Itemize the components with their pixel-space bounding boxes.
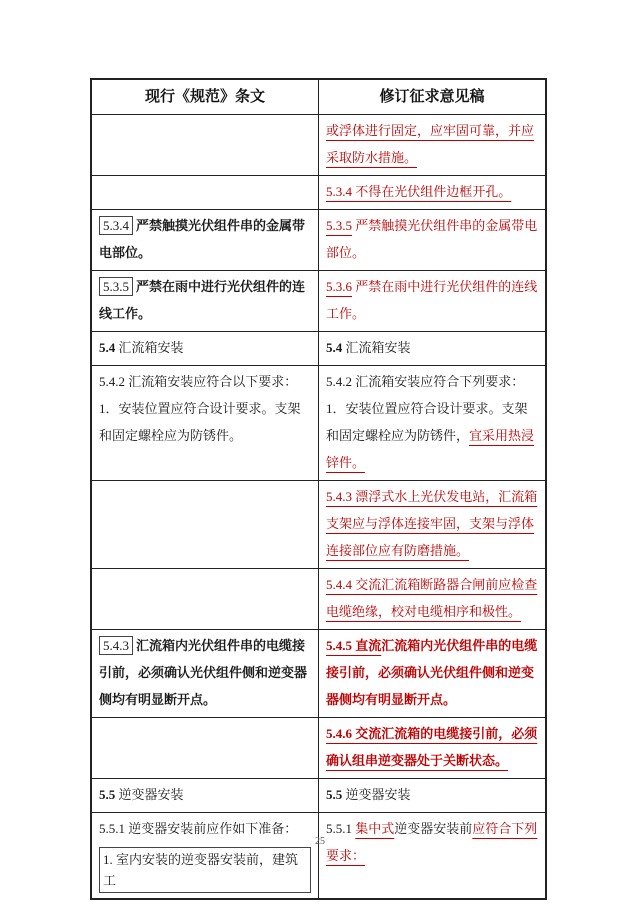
- cell-line: [326, 273, 538, 327]
- text-segment-p: 1．安装位置应符合设计要求。支架和固定螺栓应为防锈件，: [326, 401, 528, 443]
- text-segment-box: 5.4.3: [99, 636, 133, 655]
- cell-line: [99, 632, 311, 713]
- text-segment-b: 汇流箱内光伏组件串的电缆接引前，必须确认光伏组件侧和逆变器侧均有明显断开点。: [99, 638, 308, 707]
- text-segment-box: 5.3.4: [99, 216, 133, 235]
- cell-left: [91, 176, 319, 210]
- header-row: [91, 79, 546, 115]
- cell-right: [319, 115, 547, 176]
- cell-left: [91, 481, 319, 569]
- cell-left: [91, 569, 319, 630]
- text-segment-r: 严禁触摸光伏组件串的金属带电部位。: [326, 218, 538, 260]
- cell-right: [319, 210, 547, 271]
- cell-left: [91, 115, 319, 176]
- cell-line: [326, 483, 538, 564]
- table-row: [91, 569, 546, 630]
- cell-right: [319, 779, 547, 813]
- cell-line: [326, 395, 538, 476]
- text-segment-p: 汇流箱安装: [118, 340, 184, 355]
- cell-line: [326, 720, 538, 774]
- cell-line: [99, 781, 311, 808]
- cell-line: [326, 178, 538, 205]
- cell-line: [326, 368, 538, 395]
- cell-line: [99, 212, 311, 266]
- text-segment-p: 5.4.2 汇流箱安装应符合下列要求：: [326, 374, 525, 389]
- table-row: [91, 630, 546, 718]
- table-row: [91, 366, 546, 481]
- cell-right: [319, 176, 547, 210]
- table-row: [91, 115, 546, 176]
- cell-right: [319, 569, 547, 630]
- text-segment-b: 严禁在雨中进行光伏组件的连线工作。: [99, 279, 306, 321]
- text-segment-ub: 5.4.6 交流汇流箱的电缆接引前，必须确认组串逆变器处于关断状态。: [326, 726, 538, 768]
- table-row: [91, 813, 546, 900]
- text-segment-u: 5.3.5: [326, 218, 352, 233]
- text-segment-n: 5.5: [99, 787, 119, 802]
- text-segment-p: 逆变器安装: [118, 787, 184, 802]
- cell-line: [326, 334, 538, 361]
- cell-left: [91, 332, 319, 366]
- text-segment-u: 集中式: [355, 821, 395, 836]
- cell-line: [99, 273, 311, 327]
- header-cell-revised-draft: 修订征求意见稿: [319, 79, 547, 115]
- cell-left: [91, 271, 319, 332]
- text-segment-p: 逆变器安装: [345, 787, 411, 802]
- text-segment-p: 汇流箱安装: [345, 340, 411, 355]
- cell-right: [319, 630, 547, 718]
- cell-right: [319, 813, 547, 900]
- text-segment-rb: 汇流箱内光伏组件串的电缆接引前，必须确认光伏组件侧和逆变器侧均有明显断开点。: [326, 638, 538, 707]
- text-segment-p: 5.5.1: [326, 821, 356, 836]
- comparison-table-body: [91, 115, 546, 900]
- cell-left: [91, 210, 319, 271]
- text-segment-p: 5.5.1 逆变器安装前应作如下准备：: [99, 821, 298, 836]
- cell-line: [326, 212, 538, 266]
- text-segment-u: 或浮体进行固定，应牢固可靠，并应采取防水措施。: [326, 123, 535, 165]
- table-row: [91, 271, 546, 332]
- header-cell-current-spec: 现行《规范》条文: [91, 79, 319, 115]
- cell-line: [99, 395, 311, 449]
- table-row: [91, 779, 546, 813]
- cell-left: [91, 718, 319, 779]
- text-segment-box: 5.3.5: [99, 277, 133, 296]
- text-segment-n: 5.4: [99, 340, 119, 355]
- text-segment-ub: 5.4.5 直流: [326, 638, 382, 653]
- cell-left: [91, 630, 319, 718]
- text-segment-u: 宜采用热浸锌件。: [326, 428, 535, 470]
- text-segment-u: 5.4.4 交流汇流箱断路器合闸前应检查电缆绝缘，校对电缆相序和极性。: [326, 577, 538, 619]
- text-segment-b: 严禁触摸光伏组件串的金属带电部位。: [99, 218, 306, 260]
- cell-right: [319, 366, 547, 481]
- text-segment-u: 5.4.3 漂浮式水上光伏发电站，汇流箱支架应与浮体连接牢固，支架与浮体连接部位应有防磨措施。: [326, 489, 538, 558]
- cell-right: [319, 271, 547, 332]
- text-segment-p: 5.4.2 汇流箱安装应符合以下要求：: [99, 374, 298, 389]
- cell-left: [91, 813, 319, 900]
- cell-line: [99, 334, 311, 361]
- text-segment-r: 严禁在雨中进行光伏组件的连线工作。: [326, 279, 538, 321]
- table-header: [91, 79, 546, 115]
- table-row: [91, 481, 546, 569]
- text-segment-p: 1．安装位置应符合设计要求。支架和固定螺栓应为防锈件。: [99, 401, 301, 443]
- cell-right: [319, 718, 547, 779]
- cell-right: [319, 332, 547, 366]
- text-segment-u: 5.3.4 不得在光伏组件边框开孔。: [326, 184, 512, 199]
- text-segment-n: 5.4: [326, 340, 346, 355]
- text-segment-u: 应符合下列要求：: [326, 821, 538, 863]
- text-segment-boxline: 1. 室内安装的逆变器安装前，建筑工: [99, 847, 311, 893]
- cell-line: [326, 632, 538, 713]
- text-segment-u: 5.3.6: [326, 279, 352, 294]
- cell-line: [326, 117, 538, 171]
- cell-line: [326, 571, 538, 625]
- table-row: [91, 718, 546, 779]
- text-segment-p: 逆变器安装前: [394, 821, 473, 836]
- cell-left: [91, 779, 319, 813]
- table-row: [91, 332, 546, 366]
- table-row: [91, 210, 546, 271]
- revision-comparison-table: [90, 78, 547, 900]
- cell-line: [99, 368, 311, 395]
- page-number: 25: [315, 836, 325, 847]
- table-row: [91, 176, 546, 210]
- cell-left: [91, 366, 319, 481]
- text-segment-n: 5.5: [326, 787, 346, 802]
- cell-right: [319, 481, 547, 569]
- cell-line: [99, 842, 311, 894]
- cell-line: [326, 781, 538, 808]
